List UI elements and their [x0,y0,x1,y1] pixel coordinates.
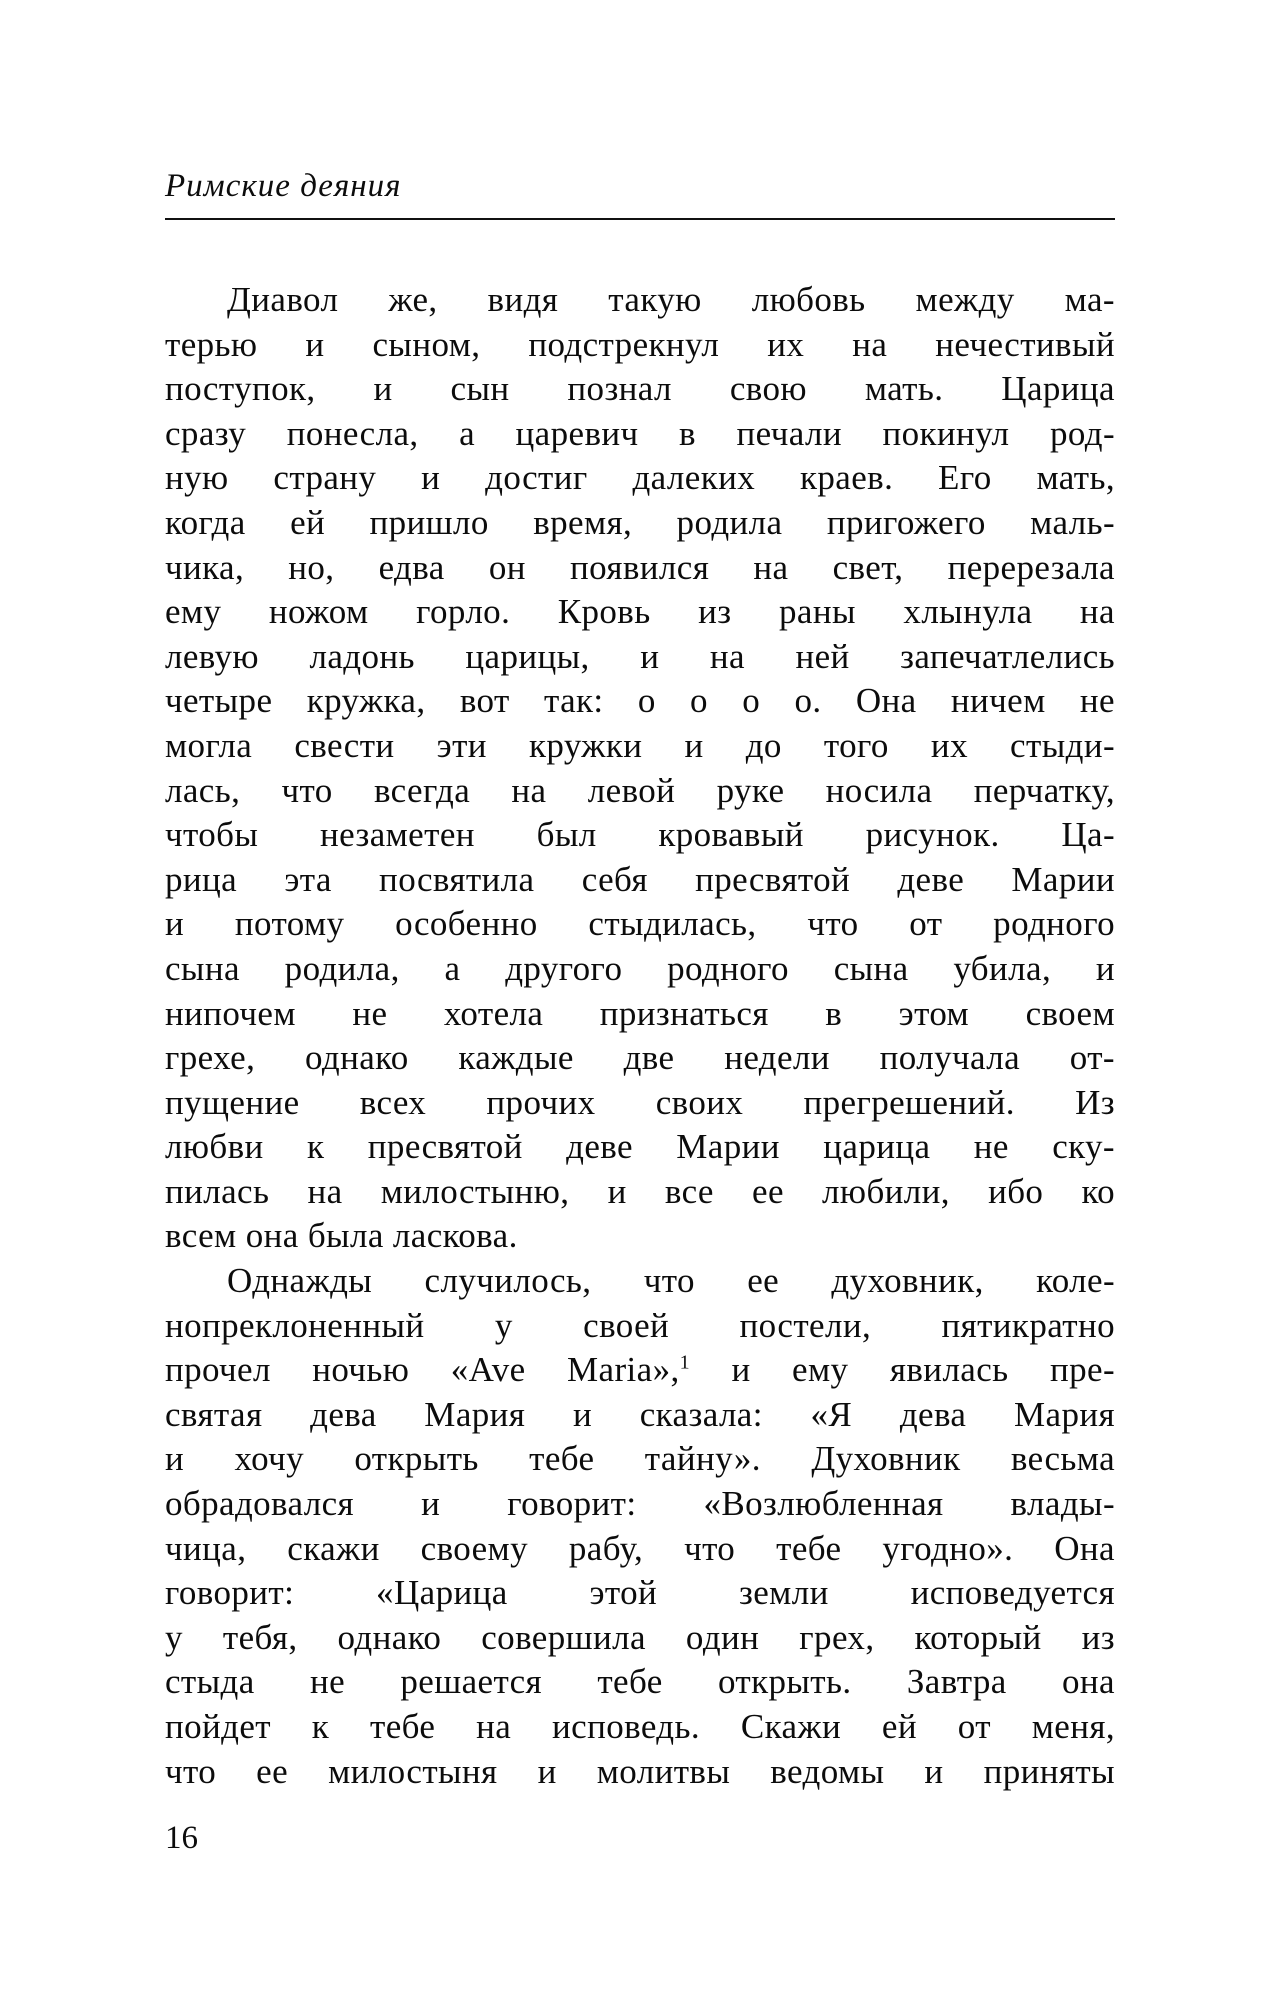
text-line: любви к пресвятой деве Марии царица не ску- [165,1127,1115,1167]
text-line: святая дева Мария и сказала: «Я дева Мария [165,1394,1115,1434]
text-line: обрадовался и говорит: «Возлюбленная влады- [165,1484,1115,1524]
text-line: Однажды случилось, что ее духовник, коле- [227,1261,1115,1301]
text-line-with-footnote [165,1348,1115,1393]
text-line: чица, скажи своему рабу, что тебе угодно». Она [165,1528,1115,1568]
text-line: у тебя, однако совершила один грех, который из [165,1617,1115,1657]
text-segment: и ему явилась пре- [731,1350,1115,1390]
text-line: чтобы незаметен был кровавый рисунок. Ца- [165,815,1115,855]
text-line: лась, что всегда на левой руке носила перчатку, [165,770,1115,810]
text-line: пойдет к тебе на исповедь. Скажи ей от меня, [165,1707,1115,1746]
text-line: поступок, и сын познал свою мать. Царица [165,369,1115,409]
header-rule [165,218,1115,220]
text-line: стыда не решается тебе открыть. Завтра она [165,1662,1115,1702]
text-line: что ее милостыня и молитвы ведомы и приняты [165,1751,1115,1791]
text-line: грехе, однако каждые две недели получала от- [165,1038,1115,1078]
text-line [165,1794,1115,1839]
text-line: всем она была ласкова. [165,1216,518,1256]
text-line [165,1839,1115,1884]
text-line: когда ей пришло время, родила пригожего маль- [165,502,1115,542]
text-line: сразу понесла, а царевич в печали покинул род- [165,413,1115,453]
body-text [165,278,1115,1883]
text-line: рица эта посвятила себя пресвятой деве Марии [165,859,1115,899]
text-line: и потому особенно стыдилась, что от родного [165,904,1115,944]
text-line: ему ножом горло. Кровь из раны хлынула на [165,592,1115,632]
text-line: говорит: «Царица этой земли исповедуется [165,1573,1115,1613]
text-segment: прочел ночью «Ave Maria», [165,1350,680,1390]
text-line: терью и сыном, подстрекнул их на нечестивый [165,324,1115,364]
running-head: Римские деяния [165,168,402,204]
text-line: сына родила, а другого родного сына убила, и [165,948,1115,988]
text-line: четыре кружка, вот так: о о о о. Она ничем не [165,681,1115,721]
text-line: ную страну и достиг далеких краев. Его мать, [165,458,1115,498]
footnote-marker: 1 [679,1351,691,1374]
text-line: и хочу открыть тебе тайну». Духовник весьма [165,1439,1115,1479]
text-line: чика, но, едва он появился на свет, перерезала [165,547,1115,587]
text-line: Диавол же, видя такую любовь между ма- [227,280,1115,319]
text-line: нопреклоненный у своей постели, пятикратно [165,1305,1115,1345]
text-line: левую ладонь царицы, и на ней запечатлелись [165,636,1115,676]
page-number: 16 [165,1820,198,1856]
text-line: пилась на милостыню, и все ее любили, ибо ко [165,1171,1115,1211]
text-line: могла свести эти кружки и до того их стыди- [165,725,1115,765]
text-line: нипочем не хотела признаться в этом своем [165,993,1115,1033]
text-line: пущение всех прочих своих прегрешений. Из [165,1082,1115,1122]
